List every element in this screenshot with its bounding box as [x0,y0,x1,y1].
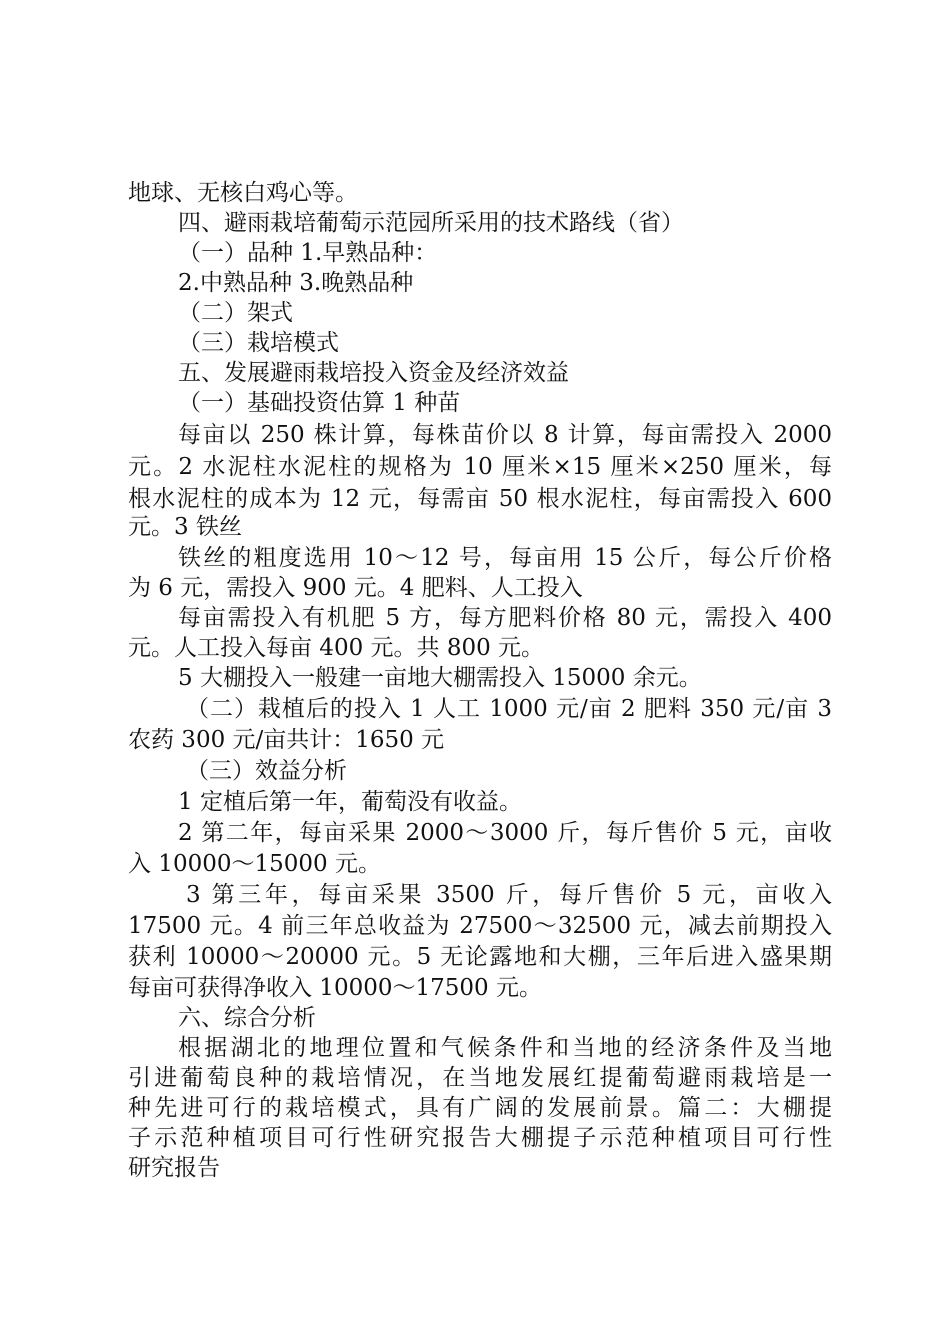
text-line: 根据湖北的地理位置和气候条件和当地的经济条件及当地 [178,1035,832,1061]
text-line: 每亩需投入有机肥 5 方，每方肥料价格 80 元，需投入 400 [178,605,832,631]
text-line: 17500 元。4 前三年总收益为 27500～32500 元，减去前期投入 [128,913,832,939]
text-line: 元。3 铁丝 [128,514,242,540]
text-line: 每亩以 250 株计算，每株苗价以 8 计算，每亩需投入 2000 [178,422,832,448]
section-heading: 六、综合分析 [178,1005,316,1031]
text-line: 研究报告 [128,1155,220,1181]
text-line: 1 定植后第一年，葡萄没有收益。 [178,789,522,815]
text-line: 2.中熟品种 3.晚熟品种 [178,270,414,296]
text-line: 5 大棚投入一般建一亩地大棚需投入 15000 余元。 [178,665,702,691]
text-line: 根水泥柱的成本为 12 元，每需亩 50 根水泥柱，每亩需投入 600 [128,486,832,512]
section-heading: 四、避雨栽培葡萄示范园所采用的技术路线（省） [178,210,684,236]
text-line: 获利 10000～20000 元。5 无论露地和大棚，三年后进入盛果期 [128,944,832,970]
section-heading: 五、发展避雨栽培投入资金及经济效益 [178,360,569,386]
text-line: 地球、无核白鸡心等。 [128,180,358,206]
text-line: （一）品种 1.早熟品种： [178,240,438,266]
text-line: 子示范种植项目可行性研究报告大棚提子示范种植项目可行性 [128,1125,832,1151]
text-line: （一）基础投资估算 1 种苗 [178,390,461,416]
text-line: 为 6 元，需投入 900 元。4 肥料、人工投入 [128,575,583,601]
text-line: 引进葡萄良种的栽培情况，在当地发展红提葡萄避雨栽培是一 [128,1065,832,1091]
text-line: （二）架式 [178,300,293,326]
text-line: 2 第二年，每亩采果 2000～3000 斤，每斤售价 5 元，亩收 [178,820,832,846]
text-line: 3 第三年，每亩采果 3500 斤，每斤售价 5 元，亩收入 [186,882,832,908]
text-line: 元。人工投入每亩 400 元。共 800 元。 [128,635,545,661]
text-line: 铁丝的粗度选用 10～12 号，每亩用 15 公斤，每公斤价格 [178,545,832,571]
text-line: 种先进可行的栽培模式，具有广阔的发展前景。篇二：大棚提 [128,1095,832,1121]
text-line: （三）栽培模式 [178,330,339,356]
text-line: 农药 300 元/亩共计：1650 元 [128,727,445,753]
text-line: 入 10000～15000 元。 [128,851,381,877]
text-line: 每亩可获得净收入 10000～17500 元。 [128,975,542,1001]
text-line: （二）栽植后的投入 1 人工 1000 元/亩 2 肥料 350 元/亩 3 [186,696,832,722]
text-line: 元。2 水泥柱水泥柱的规格为 10 厘米×15 厘米×250 厘米，每 [128,454,832,480]
text-line: （三）效益分析 [186,758,347,784]
